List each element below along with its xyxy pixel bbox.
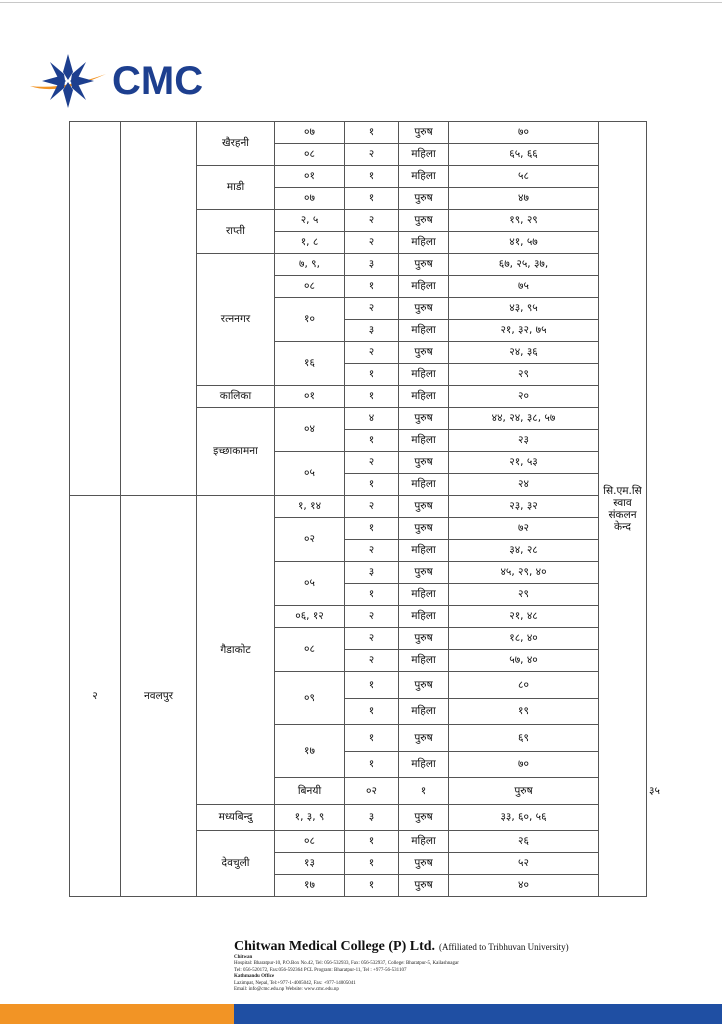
ages-cell: २३, ३२ xyxy=(449,496,599,518)
center-name-line2: स्वाव संकलन केन्द xyxy=(608,496,637,534)
ward-cell: ०७ xyxy=(275,188,345,210)
gender-cell: महिला xyxy=(399,144,449,166)
count-cell: १ xyxy=(345,386,399,408)
municipality-cell: राप्ती xyxy=(197,210,275,254)
count-cell: १ xyxy=(345,698,399,725)
ages-cell: ७० xyxy=(449,122,599,144)
gender-cell: पुरुष xyxy=(399,408,449,430)
municipality-cell: कालिका xyxy=(197,386,275,408)
count-cell: २ xyxy=(345,496,399,518)
count-cell: १ xyxy=(345,122,399,144)
ward-cell: ०६, १२ xyxy=(275,606,345,628)
sn-cell: २ xyxy=(70,496,121,897)
gender-cell: महिला xyxy=(399,430,449,452)
ward-cell: ०४ xyxy=(275,408,345,452)
gender-cell: महिला xyxy=(399,751,449,778)
footer-title-line xyxy=(234,937,569,955)
ward-cell: १, ३, ९ xyxy=(275,804,345,831)
ages-cell: ४० xyxy=(449,875,599,897)
count-cell: ३ xyxy=(345,804,399,831)
ages-cell: ६५, ६६ xyxy=(449,144,599,166)
municipality-cell: बिनयी xyxy=(275,778,345,805)
count-cell: २ xyxy=(345,144,399,166)
gender-cell: पुरुष xyxy=(399,875,449,897)
municipality-cell: इच्छाकामना xyxy=(197,408,275,496)
gender-cell: पुरुष xyxy=(399,496,449,518)
gender-cell: महिला xyxy=(399,606,449,628)
gender-cell: महिला xyxy=(399,386,449,408)
cmc-logo xyxy=(28,50,203,112)
gender-cell: महिला xyxy=(399,650,449,672)
count-cell: १ xyxy=(345,875,399,897)
ward-cell: १, ८ xyxy=(275,232,345,254)
count-cell: १ xyxy=(345,584,399,606)
count-cell: २ xyxy=(345,452,399,474)
ages-cell: ७० xyxy=(449,751,599,778)
ages-cell: ४१, ५७ xyxy=(449,232,599,254)
ages-cell: २३ xyxy=(449,430,599,452)
gender-cell: पुरुष xyxy=(399,853,449,875)
gender-cell: पुरुष xyxy=(399,210,449,232)
ward-cell: ०८ xyxy=(275,628,345,672)
ages-cell: २९ xyxy=(449,364,599,386)
college-name: Chitwan Medical College (P) Ltd. xyxy=(234,939,436,954)
footer-address-block xyxy=(234,937,569,993)
ward-cell: ०१ xyxy=(275,166,345,188)
gender-cell: पुरुष xyxy=(399,725,449,752)
gender-cell: पुरुष xyxy=(449,778,599,805)
ages-cell: ४७ xyxy=(449,188,599,210)
gender-cell: महिला xyxy=(399,540,449,562)
ages-cell: २१, ३२, ७५ xyxy=(449,320,599,342)
gender-cell: महिला xyxy=(399,698,449,725)
ward-cell: २, ५ xyxy=(275,210,345,232)
count-cell: ३ xyxy=(345,254,399,276)
count-cell: ३ xyxy=(345,562,399,584)
count-cell: २ xyxy=(345,210,399,232)
ages-cell: ३४, २८ xyxy=(449,540,599,562)
ages-cell: २४, ३६ xyxy=(449,342,599,364)
footer-line: Chitwan xyxy=(234,955,253,960)
table-row xyxy=(70,496,647,518)
ward-cell: १६ xyxy=(275,342,345,386)
collection-center-cell xyxy=(599,122,647,897)
gender-cell: पुरुष xyxy=(399,254,449,276)
gender-cell: महिला xyxy=(399,166,449,188)
municipality-cell: देवचुली xyxy=(197,831,275,897)
affiliation-text: (Affiliated to Tribhuvan University) xyxy=(439,942,569,952)
ward-cell: १३ xyxy=(275,853,345,875)
ages-cell: ६९ xyxy=(449,725,599,752)
count-cell: १ xyxy=(345,751,399,778)
ages-cell: ४३, ९५ xyxy=(449,298,599,320)
gender-cell: महिला xyxy=(399,584,449,606)
count-cell: १ xyxy=(345,276,399,298)
count-cell: १ xyxy=(345,364,399,386)
municipality-cell: माडी xyxy=(197,166,275,210)
ward-cell: ०१ xyxy=(275,386,345,408)
count-cell: २ xyxy=(345,606,399,628)
count-cell: १ xyxy=(345,831,399,853)
gender-cell: महिला xyxy=(399,364,449,386)
page-top-rule xyxy=(0,2,722,3)
table-row xyxy=(70,122,647,144)
district-cell xyxy=(121,122,197,496)
footer-blue-bar xyxy=(234,1004,722,1024)
ward-cell: ०८ xyxy=(275,831,345,853)
gender-cell: पुरुष xyxy=(399,188,449,210)
ages-cell: ४४, २४, ३८, ५७ xyxy=(449,408,599,430)
ages-cell: २० xyxy=(449,386,599,408)
ward-cell: ०५ xyxy=(275,452,345,496)
footer-line: Tel: 056-520172, Fax:056-592364 PCL Program: Bharatpur-11, Tel : +977-56-531107 xyxy=(234,967,407,973)
ward-cell: १७ xyxy=(275,725,345,778)
count-cell: २ xyxy=(345,232,399,254)
ages-cell: २६ xyxy=(449,831,599,853)
gender-cell: महिला xyxy=(399,831,449,853)
ward-cell: १, १४ xyxy=(275,496,345,518)
ages-cell: ५८ xyxy=(449,166,599,188)
count-cell: १ xyxy=(345,188,399,210)
ages-cell: १८, ४० xyxy=(449,628,599,650)
gender-cell: पुरुष xyxy=(399,122,449,144)
gender-cell: पुरुष xyxy=(399,628,449,650)
count-cell: २ xyxy=(345,650,399,672)
count-cell: १ xyxy=(345,518,399,540)
count-cell: १ xyxy=(345,166,399,188)
logo-text: CMC xyxy=(112,59,204,103)
count-cell: २ xyxy=(345,540,399,562)
ages-cell: १९ xyxy=(449,698,599,725)
ages-cell: २९ xyxy=(449,584,599,606)
footer-line: Kathmandu Office xyxy=(234,974,275,980)
municipality-cell: रत्ननगर xyxy=(197,254,275,386)
ages-cell: ७५ xyxy=(449,276,599,298)
ages-cell: २१, ४८ xyxy=(449,606,599,628)
ward-cell: १७ xyxy=(275,875,345,897)
ages-cell: ८० xyxy=(449,672,599,699)
table-row: बिनयी ०२ १ पुरुष ३५ xyxy=(70,778,647,805)
gender-cell: महिला xyxy=(399,232,449,254)
ward-cell: ०२ xyxy=(345,778,399,805)
count-cell: १ xyxy=(345,853,399,875)
district-cell: नवलपुर xyxy=(121,496,197,897)
ward-cell: ०८ xyxy=(275,144,345,166)
gender-cell: महिला xyxy=(399,320,449,342)
ward-cell: ७, ९, xyxy=(275,254,345,276)
municipality-cell: खैरहनी xyxy=(197,122,275,166)
gender-cell: पुरुष xyxy=(399,298,449,320)
ages-cell: २४ xyxy=(449,474,599,496)
count-cell: १ xyxy=(345,672,399,699)
ward-cell: ०७ xyxy=(275,122,345,144)
gender-cell: पुरुष xyxy=(399,342,449,364)
count-cell: २ xyxy=(345,342,399,364)
count-cell: २ xyxy=(345,628,399,650)
count-cell: १ xyxy=(345,430,399,452)
gender-cell: महिला xyxy=(399,474,449,496)
count-cell: ४ xyxy=(345,408,399,430)
count-cell: ३ xyxy=(345,320,399,342)
center-name-line1: सि.एम.सि xyxy=(603,484,642,497)
gender-cell: महिला xyxy=(399,276,449,298)
gender-cell: पुरुष xyxy=(399,518,449,540)
ages-cell: ६७, २५, ३७, xyxy=(449,254,599,276)
gender-cell: पुरुष xyxy=(399,804,449,831)
count-cell: १ xyxy=(345,725,399,752)
results-table xyxy=(69,121,660,897)
count-cell: २ xyxy=(345,298,399,320)
ward-cell: ०२ xyxy=(275,518,345,562)
gender-cell: पुरुष xyxy=(399,672,449,699)
ages-cell: ७२ xyxy=(449,518,599,540)
cmc-star-icon xyxy=(28,50,108,112)
ages-cell: ३३, ६०, ५६ xyxy=(449,804,599,831)
ward-cell: ०८ xyxy=(275,276,345,298)
gender-cell: पुरुष xyxy=(399,452,449,474)
footer-line: Hospital: Bharatpur-10, P.O.Box No.42, Tel: 056-532933, Fax: 056-532937, College: Bharatpur-5, Kailashnagar xyxy=(234,961,459,967)
count-cell: १ xyxy=(399,778,449,805)
ward-cell: १० xyxy=(275,298,345,342)
municipality-cell: मध्यबिन्दु xyxy=(197,804,275,831)
ages-cell: ४५, २९, ४० xyxy=(449,562,599,584)
ward-cell: ०९ xyxy=(275,672,345,725)
gender-cell: पुरुष xyxy=(399,562,449,584)
footer-orange-bar xyxy=(0,1004,234,1024)
ages-cell: ५२ xyxy=(449,853,599,875)
ward-cell: ०५ xyxy=(275,562,345,606)
ages-cell: २१, ५३ xyxy=(449,452,599,474)
footer-line: Lazimpat, Nepal, Tel:+977-1-4005042, Fax: +977-14005041 xyxy=(234,980,356,986)
ages-cell: १९, २९ xyxy=(449,210,599,232)
municipality-cell: गैडाकोट xyxy=(197,496,275,805)
count-cell: १ xyxy=(345,474,399,496)
footer-line: Email: info@cmc.edu.np Website: www.cmc.edu.np xyxy=(234,987,339,993)
sn-cell xyxy=(70,122,121,496)
ages-cell: ५७, ४० xyxy=(449,650,599,672)
